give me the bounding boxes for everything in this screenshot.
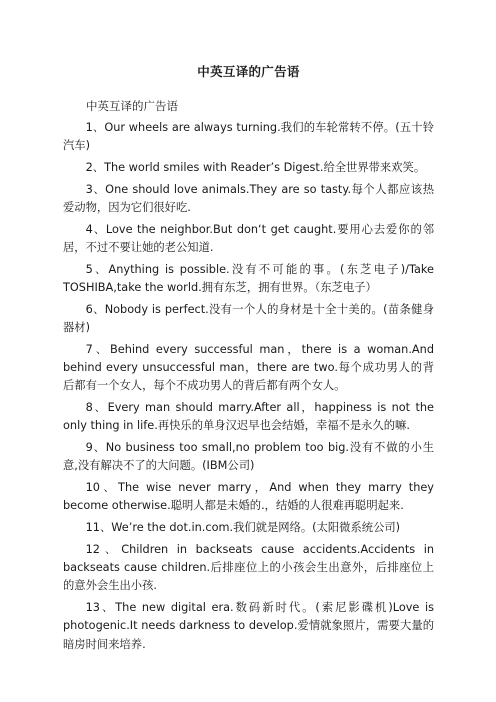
slogan-paragraph-13: 13、The new digital era.数码新时代。(索尼影碟机)Love is photogenic.It needs darkness to develop.爱情就象照片，需要大量的暗房时间来培养.	[63, 601, 434, 651]
document-title: 中英互译的广告语	[197, 64, 300, 79]
slogan-paragraph-5: 5、Anything is possible.没有不可能的事。(东芝电子)/Take TOSHIBA,take the world.拥有东芝，拥有世界。（东芝电子）	[63, 262, 434, 294]
document-subtitle: 中英互译的广告语	[86, 99, 178, 113]
slogan-paragraph-6: 6、Nobody is perfect.没有一个人的身材是十全十美的。(苗条健身器材)	[63, 302, 434, 334]
slogan-paragraph-3: 3、One should love animals.They are so tasty.每个人都应该热爱动物，因为它们很好吃.	[63, 182, 434, 214]
slogan-paragraph-10: 10、The wise never marry，And when they marry they become otherwise.聪明人都是未婚的.，结婚的人很难再聪明起来.	[63, 481, 434, 513]
slogan-paragraph-9: 9、No business too small,no problem too big.没有不做的小生意,没有解决不了的大问题。(IBM公司)	[63, 441, 434, 473]
slogan-paragraph-11: 11、We’re the dot.in.com.我们就是网络。(太阳微系统公司)	[85, 521, 401, 534]
slogan-paragraph-12: 12、Children in backseats cause accidents.Accidents in backseats cause children.后排座位上的小孩会生出意外，后排座位上的意外会生出小孩.	[63, 542, 434, 593]
slogan-paragraph-7: 7、Behind every successful man，there is a woman.And behind every unsuccessful man，there are two.每个成功男人的背后都有一个女人，每个不成功男人的背后都有两个女人。	[63, 342, 434, 393]
slogan-paragraph-4: 4、Love the neighbor.But don‘t get caught.要用心去爱你的邻居，不过不要让她的老公知道.	[63, 222, 434, 254]
slogan-paragraph-1: 1、Our wheels are always turning.我们的车轮常转不停。(五十铃汽车)	[63, 121, 434, 153]
slogan-paragraph-8: 8、Every man should marry.After all，happiness is not the only thing in life.再快乐的单身汉迟早也会结婚，幸福不是永久的嘛.	[63, 401, 434, 433]
slogan-paragraph-2: 2、The world smiles with Reader’s Digest.给全世界带来欢笑。	[85, 161, 426, 174]
